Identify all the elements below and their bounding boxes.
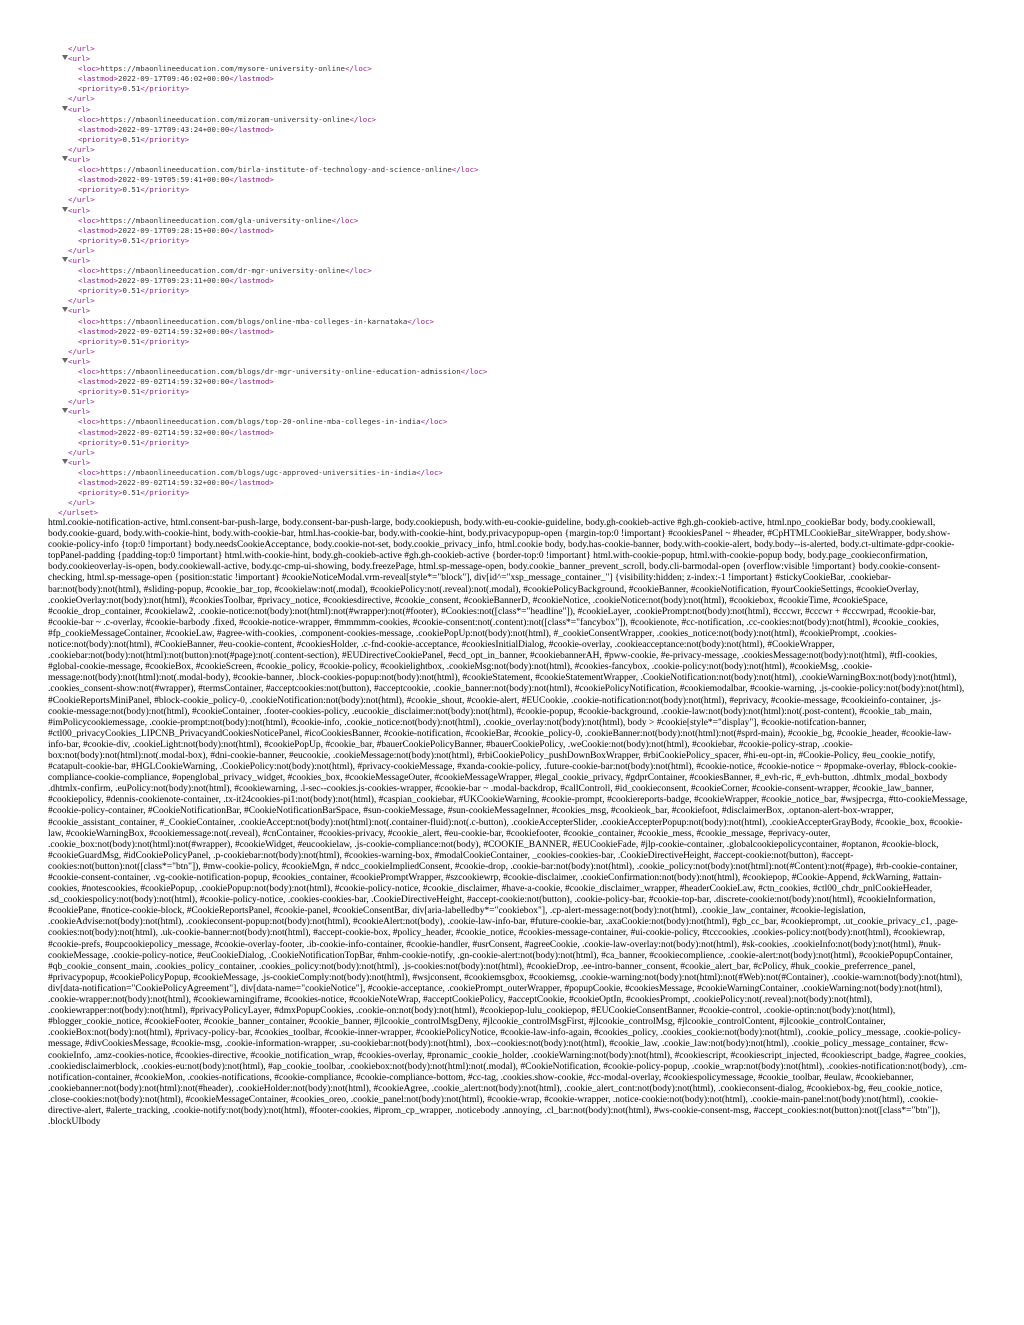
xml-tag: </loc> (407, 316, 434, 326)
xml-tag: <lastmod> (78, 478, 119, 488)
xml-tag: </lastmod> (229, 478, 274, 488)
priority-line (52, 286, 1012, 296)
xml-text: 0.51 (122, 488, 141, 498)
xml-tag: <priority> (78, 84, 123, 94)
xml-tag: <loc> (78, 367, 101, 376)
xml-tag: <url> (68, 457, 91, 467)
loc-line (52, 165, 1012, 175)
xml-tag: <loc> (78, 266, 101, 276)
url-close-tag (52, 296, 1012, 306)
xml-tag: <priority> (78, 437, 123, 447)
lastmod-line (52, 125, 1012, 135)
lastmod-line (52, 478, 1012, 488)
xml-tag: </loc> (420, 417, 448, 427)
xml-tag: </priority> (140, 437, 190, 447)
priority-line (52, 236, 1012, 246)
url-open-tag (52, 407, 1012, 417)
xml-text: 0.51 (122, 235, 141, 245)
xml-tag: </lastmod> (229, 427, 274, 437)
xml-text: https://mbaonlineeducation.com/birla-institute-of-technology-and-science-online (100, 165, 452, 175)
xml-tag: </loc> (451, 165, 479, 175)
xml-tag: </loc> (349, 114, 377, 124)
url-open-tag (52, 206, 1012, 216)
lastmod-line (52, 276, 1012, 286)
css-text-dump: html.cookie-notification-active, html.consent-bar-push-large, body.consent-bar-push-large, body.cookiepush, body.with-eu-cookie-guideline, body.gh-cookieb-active #gh.gh-cookieb-active, html.npo_cookieBar body, body.cookiewall, body.cookie-guard, body.with-cookie-hint, body.with-cookie-bar, html.has-cookie-bar, body.with-cookie-hint, body.privacypopup-open {margin-top:0 !important} #cookiesPanel ~ #header, #CpHTMLCookieBar_siteWrapper, body.show-cookie-policy-info {top:0 !important} body.needsCookieAcceptance, body.cookie-not-set, body.cookie_privacy_info, html.cookie body, body.has-cookie-banner, body.with-cookie-alert, body.body--is-alerted, body.ct-ultimate-gdpr-cookie-topPanel-padding {padding-top:0 !important} html.with-cookie-hint, body.gh-cookieb-active #gh.gh-cookieb-active {border-top:0 !important} html.with-cookie-popup, html.with-cookie-popup body, body.page_cookieconfirmation, body.cookieoverlay-is-open, body.cookiewall-active, body.qc-cmp-ui-showing, body.freezePage, html.sp-message-open, body.cookie_banner_prevent_scroll, body.cli-barmodal-open {overflow:visible !important} body.cookie-consent-checking, html.sp-message-open {position:static !important} #cookieNoticeModal.vrm-reveal[style*="block"], div[id^="xsp_message_container_"] {visibility:hidden; z-index:-1 !important} #stickyCookieBar, .cookiebar-bar:not(body):not(html), #sliding-popup, #cookie_bar_top, #cookielaw:not(.modal), #cookiePolicy:not(.reveal):not(.modal), #cookiePolicyBackground, #cookieBanner, #cookieNotification, #yourCookieSettings, #cookieOverlay, .cookieOverlay:not(body):not(html), #cookiesToolbar, #privacy_notice, #cookiesdirective, #cookie_consent, #cookieBannerD, #cookieNotice, .cookieNotice:not(body):not(html), #cookiebox, #cookieTime, #cookieSpace, #cookie_drop_container, #cookielaw2, .cookie-notice:not(body):not(html):not(#wrapper):not(#footer), #Cookies:not([class*="headline"]), #cookieLayer, .cookiePrompt:not(body):not(html), #cccwr, #cccwr + #cccwrpad, #cookie-bar, #cookie-bar ~ .c-overlay, #cookie-barbody .fixed, #cookie-notice-wrapper, #mmmmm-cookies, #cookie-consent:not(.content):not([class*="fancybox"]), #cookienote, #cc-notification, .cc-cookies:not(body):not(html), #cookie_cookies, #fp_cookieMessageContainer, #cookieLaw, #agree-with-cookies, .component-cookies-message, .cookiePopUp:not(body):not(html), #_cookieConsentWrapper, .cookies_notice:not(body):not(html), #cookiePrompt, .cookies-notice:not(body):not(html), #CookieBanner, #eu-cookie-content, #cookiesHolder, .c-fnd-cookie-acceptance, #cookiesInitialDialog, #cookie-overlay, .cookieacceptance:not(body):not(html), #CookieWrapper, .cookiebar:not(body):not(html):not(button):not(#page):not(.content-section), #EUDirectiveCookiePanel, #ecd_opt_in_banner, #cookiebannerAH, #pww-cookie, #e-privacy-message, .cookiesMessage:not(body):not(html), #tfl-cookies, #global-cookie-message, #cookieBox, #cookieScreen, #cookie_policy, #cookie-policy, #cookielightbox, .cookieMsg:not(body):not(html), #cookies-fancybox, .cookie-policy:not(body):not(html), #cookieMsg, .cookie-message:not(body):not(html):not(.modal-body), #cookie-banner, .block-cookies-popup:not(body):not(html), #cookieStatement, #cookieStatementWrapper, .CookieNotification:not(body):not(html), .cookieWarningBox:not(body):not(html), .cookies_consent-show:not(#wrapper), #termsContainer, #acceptcookies:not(button), #acceptcookie, .cookie_banner:not(body):not(html), #cookiePolicyNotification, #cookiemodalbar, #cookie-warning, .js-cookie-policy:not(body):not(html), #CookieReportsMiniPanel, #block-cookie_policy-0, .cookieNotification:not(body):not(html), #cookie_shout, #cookie-alert, #EUCookie, .cookie-notification:not(body):not(html), #eprivacy, #cookie-message, #cookieinfo-container, .js-cookie-message:not(body):not(html), #cookieContainer, .footer-cookies-policy, .eucookie_disclaimer:not(body):not(html), #cookie-popup, #cookie-background, .cookie-law:not(body):not(html):not(.post-content), #cookie_tab_main, #imPolicycookiemessage, .cookie-prompt:not(body):not(html), #cookie-info, .cookie_notice:not(body):not(html), .cookie_overlay:not(body):not(html), body > #cookie[style*="display"], #cookie-notifcation-banner, #ctl00_privacyCookies_LIPCNB_PrivacyandCookiesNoticePanel, #icoCookiesBanner, #cookie-notification, #cookieBar, #cookie_policy-0, .cookieBanner:not(body):not(html):not(#sprd-main), #cookie_bg, #cookie_header, #cookie-law-info-bar, #cookie-div, .cookieLight:not(body):not(html), #cookiePopUp, #cookie_bar, #bauerCookiePolicyBanner, #bauerCookiePolicy, .weCookie:not(body):not(html), #cookiebar, #cookie-policy-strap, .cookie-box:not(body):not(html):not(.modal-box), #dni-cookie-banner, #eucookie, .cookieMessage:not(body):not(html), #rbiCookiePolicy_pushDownBoxWrapper, #rbiCookiePolicy_spacer, #hi-eu-opt-in, #Cookie-Policy, #eu_cookie_notify, #catapult-cookie-bar, #HGLCookieWarning, .CookiePolicy:not(body):not(html), #privacy-cookieMessage, #xanda-cookie-policy, .future-cookie-bar:not(body):not(html), #cookie-notice, #cookie-notice ~ #popmake-overlay, #block-cookie-compliance-cookie-compliance, #openglobal_privacy_widget, #cookies_box, #cookieMessageOuter, #cookieMessageWrapper, #legal_cookie_privacy, #gdprContainer, #cookiesBanner, #_evh-ric, #_evh-button, .dhtmlx_modal_boxbody .dhtmlx-confirm, .euPolicy:not(body):not(html), #cookiewarning, .l-sec--cookies.js-cookies-wrapper, #cookie-bar ~ .modal-backdrop, #callControll, #id_cookieconsent, #cookieCorner, #cookie-consent-wrapper, #cookie_law_banner, #cookiepolicy, #dennis-cookienote-container, .tx-it24cookies-pi1:not(body):not(html), #caspian_cookiebar, #UKCookieWarning, #cookie-prompt, #cookiereports-badge, #cookieWrapper, #cookie_notice_bar, #wsjpecrga, #tto-cookieMessage, #cookie-policy-container, #CookieNotificationBar, #CookieNotificationBarSpace, #sun-cookieMessage, #sun-cookieMessageInner, #cookies_msg, #cookieok_bar, #cookiefoot, #disclaimerBox, .optanon-alert-box-wrapper, #cookie_assistant_container, #_CookieContainer, .cookieAccept:not(body):not(html):not(.container-fluid):not(.c-button), .cookieAccepterSlider, .cookieAccepterPopup:not(body):not(html), .cookieAccepterGrayBody, #cookie_box, #cookie-law, #cookieWarningBox, #cookiemessage:not(.reveal), #cnContainer, #cookies-privacy, #cookie_alert, #eu-cookie-bar, #cookiefooter, #cookie_container, #cookie_mess, #cookie_message, #eprivacy-outer, .cookie_box:not(body):not(html):not(#wrapper), #cookieWidget, #eucookielaw, .js-cookie-compliance:not(body), #COOKIE_BANNER, #EUCookieFade, #jlp-cookie-container, .globalcookiepolicycontainer, #optanon, #cookie-block, #cookieGuardMsg, #idCookiePolicyPanel, .p-cookiebar:not(body):not(html), #cookies-warning-box, #modalCookieContainer, _cookies-cookies-bar, .CookieDirectiveHeight, #accept-cookie:not(button), #accept-cookies:not(button):not([class*="btn"]), #mw-cookie-policy, #cookieMgn, # ndcc_cookieImpliedConsent, #cookie-drop, .cookie-bar:not(body):not(html), .cookie_policy:not(body):not(html):not(#Content):not(#page), #rb-cookie-container, #cookie-consent-container, .vg-cookie-notification-popup, #cookies_container, #cookiePromptWrapper, #szcookiewrp, #cookie-disclaimer, .cookieConfirmation:not(body):not(html), #cookiepop, #Cookie-Append, #ckWarning, #attain-cookies, #notescookies, #cookiePopup, .cookiePopup:not(body):not(html), #cookie-policy-notice, #cookie_disclaimer, #have-a-cookie, #cookie_disclaimer_wrapper, #headerCookieLaw, #ctn_cookies, #ctl00_chdr_pnlCookieHeader, .sd_cookiespolicy:not(body):not(html), #cookie-policy-notice, .cookies-cookies-bar, .CookieDirectiveHeight, #accept-cookie:not(button), .cookie-policy-bar, #cookie-top-bar, .discrete-cookie:not(body):not(html), #cookieInformation, #cookiePane, #notice-cookie-block, #CookieReportsPanel, #cookie-panel, #cookieConsentBar, div[aria-labelledby*="cookiebox"], .cp-alert-message:not(body):not(html), .cookie_law_container, #cookie-legislation, .cookieAdvise:not(body):not(html), .cookieconsent-popup:not(body):not(html), #cookieAlert:not(body), .cookie-law-info-bar, #future-cookie-bar, .axaCookie:not(body):not(html), #gb_cc_bar, #cookieprompt, .ut_cookie_privacy_c1, .page-cookies:not(body):not(html), .uk-cookie-banner:not(body):not(html), #accept-cookie-box, #policy_header, #cookie_notice, #cookies-message-container, #ui-cookie-policy, #tcccookies, .cookies-policy:not(body):not(html), #cookiewrap, #cookie-prefs, #oupcookiepolicy_message, #cookie-overlay-footer, .ib-cookie-info-container, #cookie-handler, #usrConsent, #agreeCookie, .cookie-law-overlay:not(body):not(html), #sk-cookies, .cookieInfo:not(body):not(html), #nuk-cookieMessage, .cookie-policy-notice, #euCookieDialog, .CookieNotificationTopBar, #nhm-cookie-notify, .gn-cookie-alert:not(body):not(html), #ca_banner, #cookiecomplience, .cookie-alert:not(body):not(html), #cookiePopupContainer, #qb_cookie_consent_main, .cookies_policy_container, .cookies_policy:not(body):not(html), .js-cookies:not(body):not(html), #cookieDrop, .ee-intro-banner_consent, #cookie_alert_bar, #cPolicy, #huk_cookie_preferrence_panel, #privacypopup, #cookiePolicyPopup, #cookieMessage, .js-cookieComply:not(body):not(html), #wsjconsent, #cookiemsgbox, #cookiemsg, .cookie-warning:not(body):not(html):not(#Web):not(#Container), .cookie-warn:not(body):not(html), div[data-notification="CookiePolicyAgreement"], div[data-name="cookieNotice"], #cookie-acceptance, .cookiePrompt_outerWrapper, #popupCookie, #cookiesMessage, #cookieWarningContainer, .cookieWarning:not(body):not(html), .cookie-wrapper:not(body):not(html), #cookiewarningiframe, #cookies-notice, #cookieNoteWrap, #acceptCookiePolicy, #acceptCookie, #cookieOptIn, #cookiesPrompt, .cookiePolicy:not(.reveal):not(body):not(html), .cookiewrapper:not(body):not(html), #privacyPolicyLayer, #dmxPopupCookies, .cookie-on:not(body):not(html), #cookiepop-lulu_cookiepop, #EUCookieConsentBanner, #cookie-control, .cookie-optin:not(body):not(html), #blogger_cookie_notice, #cookieFooter, #cookie_banner_container, #cookie_banner, #jlcookie_controlMsgDeny, #jlcookie_controlMsgFirst, #jlcookie_controlMsg, #jlcookie_controlContent, #jlcookie_controlContainer, .cookieBox:not(body):not(html), #privacy-policy-bar, #cookies_toolbar, #cookie-inner-wrapper, #cookiePolicyNotice, #cookie-law-info-again, #cookies_policy, .cookies_cookie:not(body):not(html), .cookie_policy_message, .cookie-policy-message, #divCookiesMessage, #cookie-msg, .cookie-information-wrapper, .su-cookiebar:not(body):not(html), .box--cookies:not(body):not(html), #cookie_law, .cookie_law:not(body):not(html), .cookie_policy_message_container, #cw-cookieInfo, .amz-cookies-notice, #cookies-directive, #cookie_notification_wrap, #cookies-overlay, #pronamic_cookie_holder, .cookieWarning:not(body):not(html), #cookiescript, #cookiescript_injected, #cookiescript_badge, #agree_cookies, .cookiedisclaimerblock, .cookies-eu:not(body):not(html), #ap_cookie_toolbar, .cookiebox:not(body):not(html):not(.modal), #CookieNotification, #cookie-policy-popup, .cookie_wrap:not(body):not(html), .cookies-notification:not(body), .cm-notification-container, #cookieMon, .cookies-notifications, #cookie-compliance, #cookie-compliance-bottom, #cc-tag, .cookies.show-cookie, #cc-modal-overlay, #cookiespolicymessage, #cookie_toolbar, #eulaw, #cookiebanner, .cookiebanner:not(body):not(html):not(#header), .cookieHolder:not(body):not(html), #cookieAgree, .cookie_alert:not(body):not(html), .cookie_alert_cont:not(body):not(html), .cookieconsent-dialog, #cookiebox-bg, #eu_cookie_notice, .close-cookies:not(body):not(html), #cookieMessageContainer, #cookies_oreo, .cookie_panel:not(body):not(html), #cookie-wrap, #cookie-wrapper, .notice-cookie:not(body):not(html), .cookie-main-panel:not(body):not(html), .cookie-directive-alert, #alerte_tracking, .cookie-notify:not(body):not(html), #footer-cookies, #iprom_cp_wrapper, .noticebody .annoying, .cl_bar:not(body):not(html), #ws-cookie-consent-msg, #accept_cookies:not(button):not([class*="btn"]), .blockUIbody (48, 518, 968, 1128)
xml-text: 0.51 (122, 84, 141, 94)
xml-text: https://mbaonlineeducation.com/mizoram-university-online (100, 114, 350, 124)
lastmod-line (52, 428, 1012, 438)
xml-tag: <url> (68, 306, 91, 316)
xml-tree (52, 44, 1012, 518)
xml-tag: </loc> (344, 64, 372, 74)
xml-tag: </lastmod> (229, 124, 274, 134)
xml-tag: <priority> (78, 387, 123, 397)
priority-line (52, 185, 1012, 195)
xml-tag: </lastmod> (229, 326, 274, 336)
triangle-down-icon[interactable] (62, 156, 68, 161)
xml-text: https://mbaonlineeducation.com/dr-mgr-university-online (100, 266, 345, 276)
url-close-tag (52, 397, 1012, 407)
triangle-down-icon[interactable] (62, 55, 68, 60)
urlset-close-tag (52, 508, 1012, 518)
xml-text: 0.51 (122, 387, 141, 397)
xml-tag: </priority> (140, 387, 190, 397)
loc-line (52, 64, 1012, 74)
xml-tag: </lastmod> (229, 225, 274, 235)
url-close-tag (52, 44, 1012, 54)
triangle-down-icon[interactable] (62, 459, 68, 464)
url-close-tag (52, 347, 1012, 357)
loc-line (52, 266, 1012, 276)
xml-text: 2022-09-17T09:23:11+00:00 (118, 276, 230, 286)
xml-tag: <lastmod> (78, 326, 119, 336)
xml-tag: </url> (68, 397, 95, 407)
xml-text: 2022-09-19T05:59:41+00:00 (118, 175, 230, 185)
xml-tag: <url> (68, 407, 91, 417)
url-open-tag (52, 256, 1012, 266)
url-close-tag (52, 448, 1012, 458)
xml-tag: </url> (68, 44, 95, 53)
xml-tag: </loc> (460, 367, 488, 376)
loc-line (52, 216, 1012, 226)
xml-tag: <priority> (78, 235, 123, 245)
xml-text: 2022-09-17T09:43:24+00:00 (118, 124, 230, 134)
url-close-tag (52, 94, 1012, 104)
priority-line (52, 387, 1012, 397)
xml-tag: </priority> (140, 235, 190, 245)
xml-tag: <priority> (78, 488, 123, 498)
xml-tag: </priority> (140, 185, 190, 195)
lastmod-line (52, 377, 1012, 387)
xml-tag: </priority> (140, 134, 190, 144)
xml-text: 2022-09-02T14:59:32+00:00 (118, 377, 230, 387)
xml-tag: <url> (68, 255, 91, 265)
triangle-down-icon[interactable] (62, 257, 68, 262)
loc-line (52, 115, 1012, 125)
xml-tag: </url> (68, 94, 95, 104)
xml-tag: <loc> (78, 114, 101, 124)
url-open-tag (52, 458, 1012, 468)
xml-text: 0.51 (122, 286, 141, 296)
xml-tag: </url> (68, 498, 95, 508)
xml-tag: </lastmod> (229, 377, 274, 387)
lastmod-line (52, 226, 1012, 236)
loc-line (52, 417, 1012, 427)
xml-tag: </urlset> (58, 508, 99, 518)
xml-text: https://mbaonlineeducation.com/mysore-university-online (100, 64, 345, 74)
xml-tag: <lastmod> (78, 427, 119, 437)
xml-tag: <url> (68, 54, 91, 64)
url-open-tag (52, 306, 1012, 316)
xml-tag: </lastmod> (229, 276, 274, 286)
lastmod-line (52, 327, 1012, 337)
xml-tag: </priority> (140, 336, 190, 346)
lastmod-line (52, 175, 1012, 185)
xml-text: 0.51 (122, 437, 141, 447)
xml-tag: </url> (68, 447, 95, 457)
url-open-tag (52, 357, 1012, 367)
xml-tag: </priority> (140, 488, 190, 498)
xml-tag: <lastmod> (78, 175, 119, 185)
loc-line (52, 367, 1012, 377)
xml-tag: </url> (68, 296, 95, 306)
triangle-down-icon[interactable] (62, 207, 68, 212)
xml-text: 0.51 (122, 336, 141, 346)
xml-tag: <lastmod> (78, 74, 119, 84)
xml-tag: <loc> (78, 64, 101, 74)
xml-text: https://mbaonlineeducation.com/gla-university-online (100, 215, 332, 225)
url-open-tag (52, 105, 1012, 115)
priority-line (52, 84, 1012, 94)
priority-line (52, 337, 1012, 347)
xml-tag: <lastmod> (78, 124, 119, 134)
xml-tag: </url> (68, 195, 95, 205)
xml-tag: <url> (68, 205, 91, 215)
url-open-tag (52, 54, 1012, 64)
xml-text: https://mbaonlineeducation.com/blogs/dr-mgr-university-online-education-admission (100, 367, 461, 376)
url-close-tag (52, 145, 1012, 155)
xml-text: https://mbaonlineeducation.com/blogs/ugc-approved-universities-in-india (100, 467, 417, 477)
priority-line (52, 135, 1012, 145)
triangle-down-icon[interactable] (62, 408, 68, 413)
xml-tag: <priority> (78, 185, 123, 195)
xml-text: 0.51 (122, 185, 141, 195)
xml-tag: <lastmod> (78, 225, 119, 235)
xml-tag: </priority> (140, 286, 190, 296)
xml-tag: </loc> (416, 467, 443, 477)
xml-tag: <url> (68, 356, 91, 366)
url-close-tag (52, 498, 1012, 508)
triangle-down-icon[interactable] (62, 106, 68, 111)
priority-line (52, 438, 1012, 448)
xml-tag: <loc> (78, 316, 101, 326)
xml-text: 2022-09-02T14:59:32+00:00 (118, 478, 230, 488)
xml-tag: <lastmod> (78, 276, 119, 286)
xml-text: https://mbaonlineeducation.com/blogs/top-20-online-mba-colleges-in-india (100, 417, 421, 427)
lastmod-line (52, 74, 1012, 84)
loc-line (52, 317, 1012, 327)
xml-tag: </url> (68, 245, 95, 255)
xml-text: 0.51 (122, 134, 141, 144)
xml-tag: </loc> (344, 266, 372, 276)
xml-tag: </lastmod> (229, 175, 274, 185)
xml-tag: <priority> (78, 336, 123, 346)
xml-tag: <loc> (78, 417, 101, 427)
url-close-tag (52, 246, 1012, 256)
xml-tag: <priority> (78, 286, 123, 296)
xml-text: 2022-09-02T14:59:32+00:00 (118, 427, 230, 437)
url-close-tag (52, 195, 1012, 205)
xml-text: 2022-09-02T14:59:32+00:00 (118, 326, 230, 336)
xml-tag: <priority> (78, 134, 123, 144)
xml-tag: <loc> (78, 467, 101, 477)
xml-tag: <url> (68, 104, 91, 114)
xml-tag: </loc> (331, 215, 359, 225)
xml-text: https://mbaonlineeducation.com/blogs/online-mba-colleges-in-karnataka (100, 316, 408, 326)
xml-text: 2022-09-17T09:28:15+00:00 (118, 225, 230, 235)
triangle-down-icon[interactable] (62, 358, 68, 363)
xml-tag: <url> (68, 155, 91, 165)
xml-text: 2022-09-17T09:46:02+00:00 (118, 74, 230, 84)
xml-tag: </priority> (140, 84, 190, 94)
triangle-down-icon[interactable] (62, 307, 68, 312)
xml-tag: </url> (68, 346, 95, 356)
xml-tag: </lastmod> (229, 74, 274, 84)
xml-tag: <lastmod> (78, 377, 119, 387)
loc-line (52, 468, 1012, 478)
url-open-tag (52, 155, 1012, 165)
priority-line (52, 488, 1012, 498)
xml-tag: <loc> (78, 215, 101, 225)
xml-tag: <loc> (78, 165, 101, 175)
xml-tag: </url> (68, 144, 95, 154)
